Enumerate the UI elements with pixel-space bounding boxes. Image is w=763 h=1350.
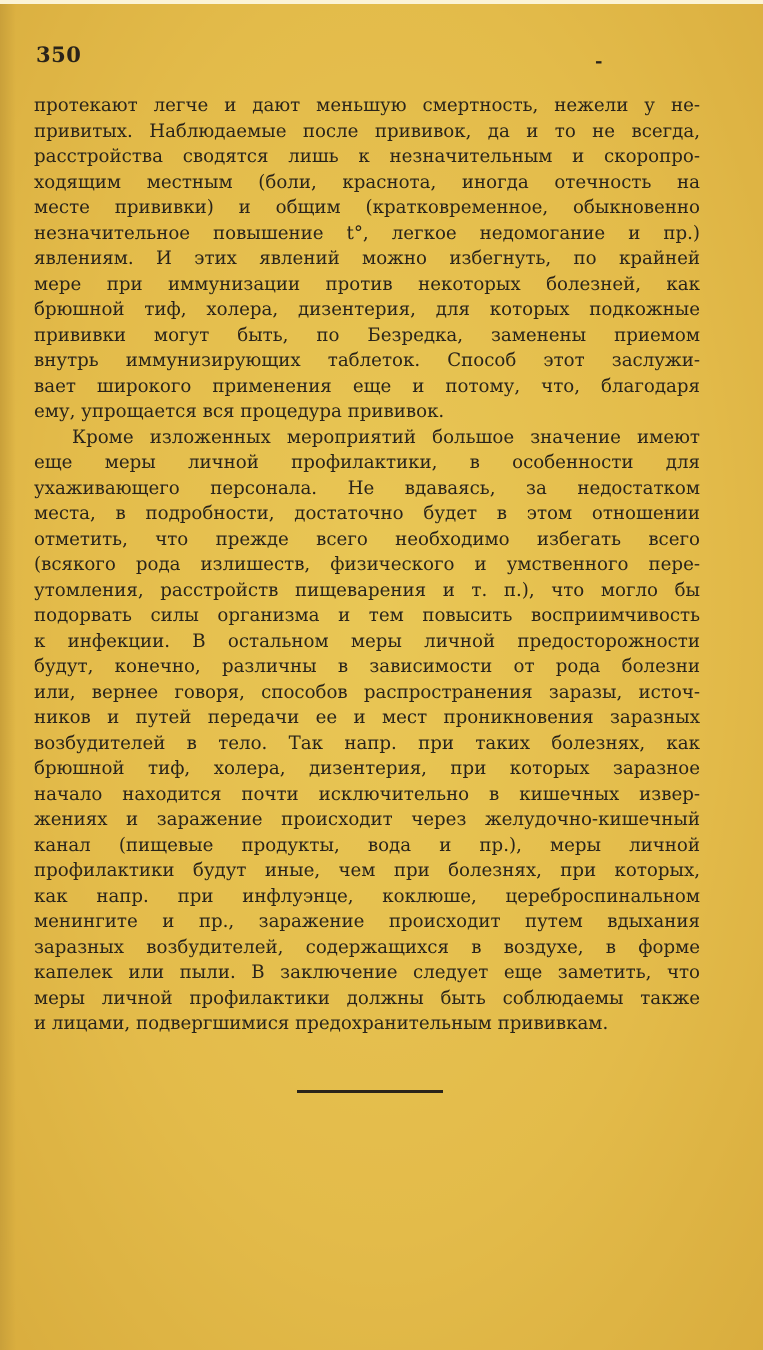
text-line: или, вернее говоря, способов распространения заразы, источ-	[34, 681, 700, 703]
section-divider-rule	[297, 1090, 443, 1093]
text-line: капелек или пыли. В заключение следует еще заметить, что	[34, 962, 700, 983]
text-line: места, в подробности, достаточно будет в этом отношении	[34, 503, 700, 524]
text-line: отметить, что прежде всего необходимо избегать всего	[34, 528, 700, 550]
text-line: мере при иммунизации против некоторых болезней, как	[34, 273, 700, 295]
text-line: менингите и пр., заражение происходит путем вдыхания	[34, 911, 700, 932]
text-line: вает широкого применения еще и потому, что, благодаря	[34, 375, 700, 397]
text-line: брюшной тиф, холера, дизентерия, при которых заразное	[34, 758, 700, 779]
text-line: подорвать силы организма и тем повысить восприимчивость	[34, 605, 700, 626]
text-line: заразных возбудителей, содержащихся в воздухе, в форме	[34, 936, 700, 958]
text-line: как напр. при инфлуэнце, коклюше, цереброспинальном	[34, 885, 700, 907]
text-line: профилактики будут иные, чем при болезнях, при которых,	[34, 860, 700, 881]
text-line: прививки могут быть, по Безредка, заменены приемом	[34, 324, 700, 346]
text-line: еще меры личной профилактики, в особенности для	[34, 452, 700, 473]
text-line: к инфекции. В остальном меры личной предосторожности	[34, 630, 700, 652]
text-line: канал (пищевые продукты, вода и пр.), меры личной	[34, 834, 700, 856]
header-mark: -	[595, 51, 603, 72]
text-line: привитых. Наблюдаемые после прививок, да и то не всегда,	[34, 120, 700, 142]
page-number: 350	[36, 42, 82, 67]
text-line: возбудителей в тело. Так напр. при таких болезнях, как	[34, 732, 700, 754]
paragraph-end-line: ему, упрощается вся процедура прививок.	[34, 401, 445, 422]
text-line: внутрь иммунизирующих таблеток. Способ этот заслужи-	[34, 350, 700, 371]
text-line: (всякого рода излишеств, физического и умственного пере-	[34, 554, 700, 575]
text-line: протекают легче и дают меньшую смертность, нежели у не-	[34, 95, 700, 116]
paragraph-end-line: и лицами, подвергшимися предохранительным прививкам.	[34, 1013, 609, 1034]
text-line: брюшной тиф, холера, дизентерия, для которых подкожные	[34, 299, 700, 320]
page-edge-shadow	[0, 0, 16, 1350]
text-line: ходящим местным (боли, краснота, иногда отечность на	[34, 171, 700, 193]
text-line: незначительное повышение t°, легкое недомогание и пр.)	[34, 222, 700, 244]
text-line: утомления, расстройств пищеварения и т. п.), что могло бы	[34, 579, 700, 601]
text-line: расстройства сводятся лишь к незначительным и скоропро-	[34, 146, 700, 167]
text-line: будут, конечно, различны в зависимости от рода болезни	[34, 656, 700, 677]
text-line: месте прививки) и общим (кратковременное, обыкновенно	[34, 197, 700, 218]
paragraph-start-line: Кроме изложенных мероприятий большое значение имеют	[72, 426, 700, 448]
text-line: ухаживающего персонала. Не вдаваясь, за недостатком	[34, 477, 700, 499]
body-text	[34, 93, 700, 1037]
text-line: ников и путей передачи ее и мест проникновения заразных	[34, 707, 700, 728]
text-line: начало находится почти исключительно в кишечных извер-	[34, 783, 700, 805]
text-line: жениях и заражение происходит через желудочно-кишечный	[34, 809, 700, 830]
text-line: явлениям. И этих явлений можно избегнуть, по крайней	[34, 248, 700, 269]
page-top-edge	[0, 0, 763, 4]
text-line: меры личной профилактики должны быть соблюдаемы также	[34, 987, 700, 1009]
